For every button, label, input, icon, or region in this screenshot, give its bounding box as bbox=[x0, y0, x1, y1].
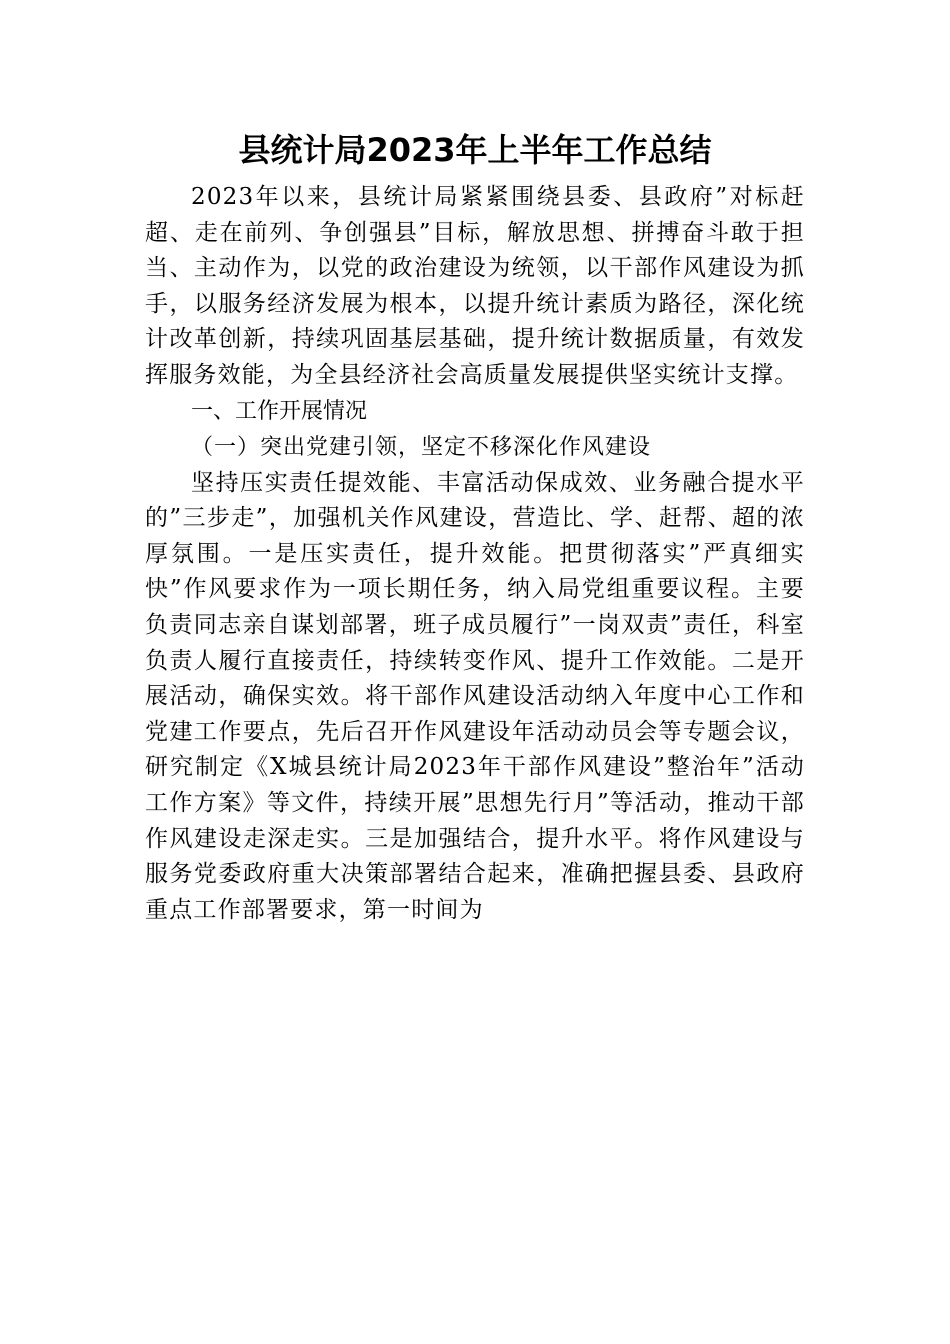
subsection-heading: （一）突出党建引领，坚定不移深化作风建设 bbox=[191, 434, 652, 460]
document-body bbox=[145, 128, 805, 928]
section-heading: 一、工作开展情况 bbox=[191, 398, 368, 424]
subsection-body-paragraph: 坚持压实责任提效能、丰富活动保成效、业务融合提水平的”三步走”，加强机关作风建设，营造比、学、赶帮、超的浓厚氛围。一是压实责任，提升效能。把贯彻落实”严真细实快”作风要求作为一项长期任务，纳入局党组重要议程。主要负责同志亲自谋划部署，班子成员履行”一岗双责”责任，科室负责人履行直接责任，持续转变作风、提升工作效能。二是开展活动，确保实效。将干部作风建设活动纳入年度中心工作和党建工作要点，先后召开作风建设年活动动员会等专题会议，研究制定《X城县统计局2023年干部作风建设”整治年”活动工作方案》等文件，持续开展”思想先行月”等活动，推动干部作风建设走深走实。三是加强结合，提升水平。将作风建设与服务党委政府重大决策部署结合起来，准确把握县委、县政府重点工作部署要求，第一时间为 bbox=[145, 469, 805, 923]
intro-paragraph: 2023年以来，县统计局紧紧围绕县委、县政府”对标赶超、走在前列、争创强县”目标，解放思想、拼搏奋斗敢于担当、主动作为，以党的政治建设为统领，以干部作风建设为抓手，以服务经济发展为根本，以提升统计素质为路径，深化统计改革创新，持续巩固基层基础，提升统计数据质量，有效发挥服务效能，为全县经济社会高质量发展提供坚实统计支撑。 bbox=[145, 184, 805, 388]
document-title: 县统计局2023年上半年工作总结 bbox=[238, 131, 712, 169]
